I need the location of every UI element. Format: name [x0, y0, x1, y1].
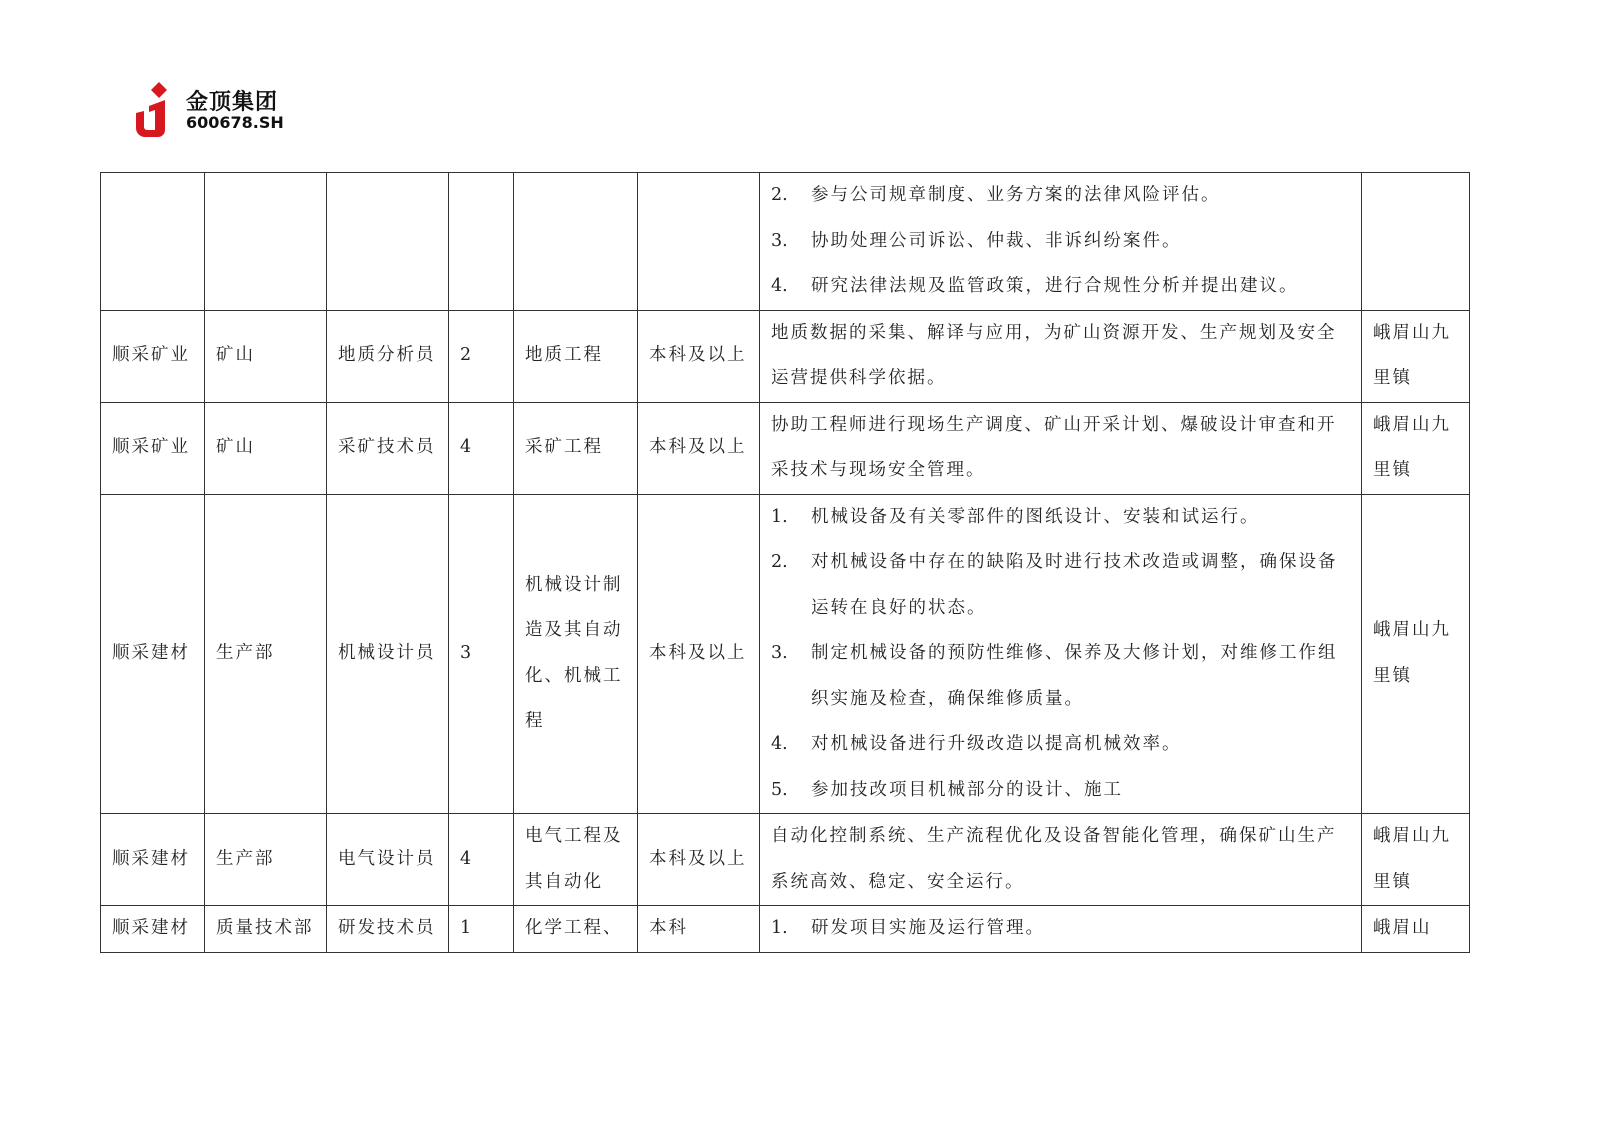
education-cell: 本科	[638, 906, 760, 953]
duty-item	[771, 540, 1361, 631]
duty-number: 1.	[771, 918, 788, 938]
major-cell: 采矿工程	[514, 402, 638, 494]
major-cell: 化学工程、	[514, 906, 638, 953]
company-logo	[135, 82, 295, 138]
duty-text: 对机械设备进行升级改造以提高机械效率。	[811, 734, 1182, 754]
duty-text: 参加技改项目机械部分的设计、施工	[811, 779, 1123, 800]
count-cell: 3	[449, 494, 514, 814]
stock-code: 600678.SH	[186, 113, 284, 132]
location-cell: 峨眉山九里镇	[1362, 402, 1470, 494]
table-row	[101, 402, 1470, 494]
position-cell: 采矿技术员	[327, 402, 449, 494]
count-cell: 1	[449, 906, 514, 953]
duty-number: 3.	[771, 230, 788, 251]
table-row	[101, 494, 1470, 814]
duty-number: 5.	[771, 779, 788, 800]
company-cell: 顺采建材	[101, 906, 205, 953]
duty-number: 3.	[771, 643, 788, 663]
company-name: 金顶集团	[186, 90, 279, 115]
duty-number: 1.	[771, 506, 788, 527]
duties-cell	[760, 906, 1362, 953]
duty-item	[771, 768, 1361, 814]
jinding-logo-icon	[135, 82, 177, 138]
position-cell: 机械设计员	[327, 494, 449, 814]
duty-item	[771, 722, 1361, 768]
duties-cell	[760, 494, 1362, 814]
company-cell: 顺采矿业	[101, 402, 205, 494]
duty-item	[771, 219, 1361, 265]
duty-item	[771, 264, 1361, 310]
duty-text: 研究法律法规及监管政策，进行合规性分析并提出建议。	[811, 276, 1299, 296]
location-cell: 峨眉山	[1362, 906, 1470, 953]
count-cell	[449, 173, 514, 311]
count-cell: 4	[449, 814, 514, 906]
duty-text: 机械设备及有关零部件的图纸设计、安装和试运行。	[811, 506, 1260, 527]
duty-text: 研发项目实施及运行管理。	[811, 918, 1045, 938]
department-cell	[205, 173, 327, 311]
duties-cell	[760, 173, 1362, 311]
major-cell: 电气工程及其自动化	[514, 814, 638, 906]
duties-cell	[760, 402, 1362, 494]
department-cell: 矿山	[205, 402, 327, 494]
duty-number: 4.	[771, 734, 788, 754]
job-table	[100, 172, 1470, 953]
location-cell: 峨眉山九里镇	[1362, 310, 1470, 402]
department-cell: 矿山	[205, 310, 327, 402]
duty-number: 2.	[771, 552, 788, 572]
duty-number: 2.	[771, 185, 788, 205]
duties-cell	[760, 814, 1362, 906]
department-cell: 生产部	[205, 494, 327, 814]
table-row	[101, 814, 1470, 906]
department-cell: 生产部	[205, 814, 327, 906]
duty-text: 对机械设备中存在的缺陷及时进行技术改造或调整，确保设备运转在良好的状态。	[811, 552, 1338, 618]
location-cell: 峨眉山九里镇	[1362, 814, 1470, 906]
education-cell: 本科及以上	[638, 494, 760, 814]
duty-text: 协助工程师进行现场生产调度、矿山开采计划、爆破设计审查和开采技术与现场安全管理。	[771, 414, 1337, 480]
duty-item	[771, 173, 1361, 219]
location-cell: 峨眉山九里镇	[1362, 494, 1470, 814]
duty-text: 协助处理公司诉讼、仲裁、非诉纠纷案件。	[811, 230, 1182, 251]
table-row	[101, 310, 1470, 402]
company-cell: 顺采建材	[101, 494, 205, 814]
major-cell: 机械设计制造及其自动化、机械工程	[514, 494, 638, 814]
duty-text: 地质数据的采集、解译与应用，为矿山资源开发、生产规划及安全运营提供科学依据。	[771, 322, 1337, 388]
duty-text: 制定机械设备的预防性维修、保养及大修计划，对维修工作组织实施及检查，确保维修质量。	[811, 643, 1338, 709]
duty-item	[771, 631, 1361, 722]
education-cell: 本科及以上	[638, 310, 760, 402]
position-cell: 电气设计员	[327, 814, 449, 906]
company-cell	[101, 173, 205, 311]
position-cell: 研发技术员	[327, 906, 449, 953]
major-cell: 地质工程	[514, 310, 638, 402]
company-cell: 顺采建材	[101, 814, 205, 906]
duty-text: 参与公司规章制度、业务方案的法律风险评估。	[811, 185, 1221, 205]
education-cell: 本科及以上	[638, 814, 760, 906]
table-row	[101, 906, 1470, 953]
education-cell	[638, 173, 760, 311]
duty-number: 4.	[771, 276, 788, 296]
table-row	[101, 173, 1470, 311]
duty-item	[771, 495, 1361, 541]
major-cell	[514, 173, 638, 311]
education-cell: 本科及以上	[638, 402, 760, 494]
count-cell: 2	[449, 310, 514, 402]
position-cell: 地质分析员	[327, 310, 449, 402]
department-cell: 质量技术部	[205, 906, 327, 953]
company-cell: 顺采矿业	[101, 310, 205, 402]
duty-item	[771, 906, 1361, 952]
duties-cell	[760, 310, 1362, 402]
duty-text: 自动化控制系统、生产流程优化及设备智能化管理，确保矿山生产系统高效、稳定、安全运行。	[771, 826, 1337, 892]
position-cell	[327, 173, 449, 311]
location-cell	[1362, 173, 1470, 311]
count-cell: 4	[449, 402, 514, 494]
